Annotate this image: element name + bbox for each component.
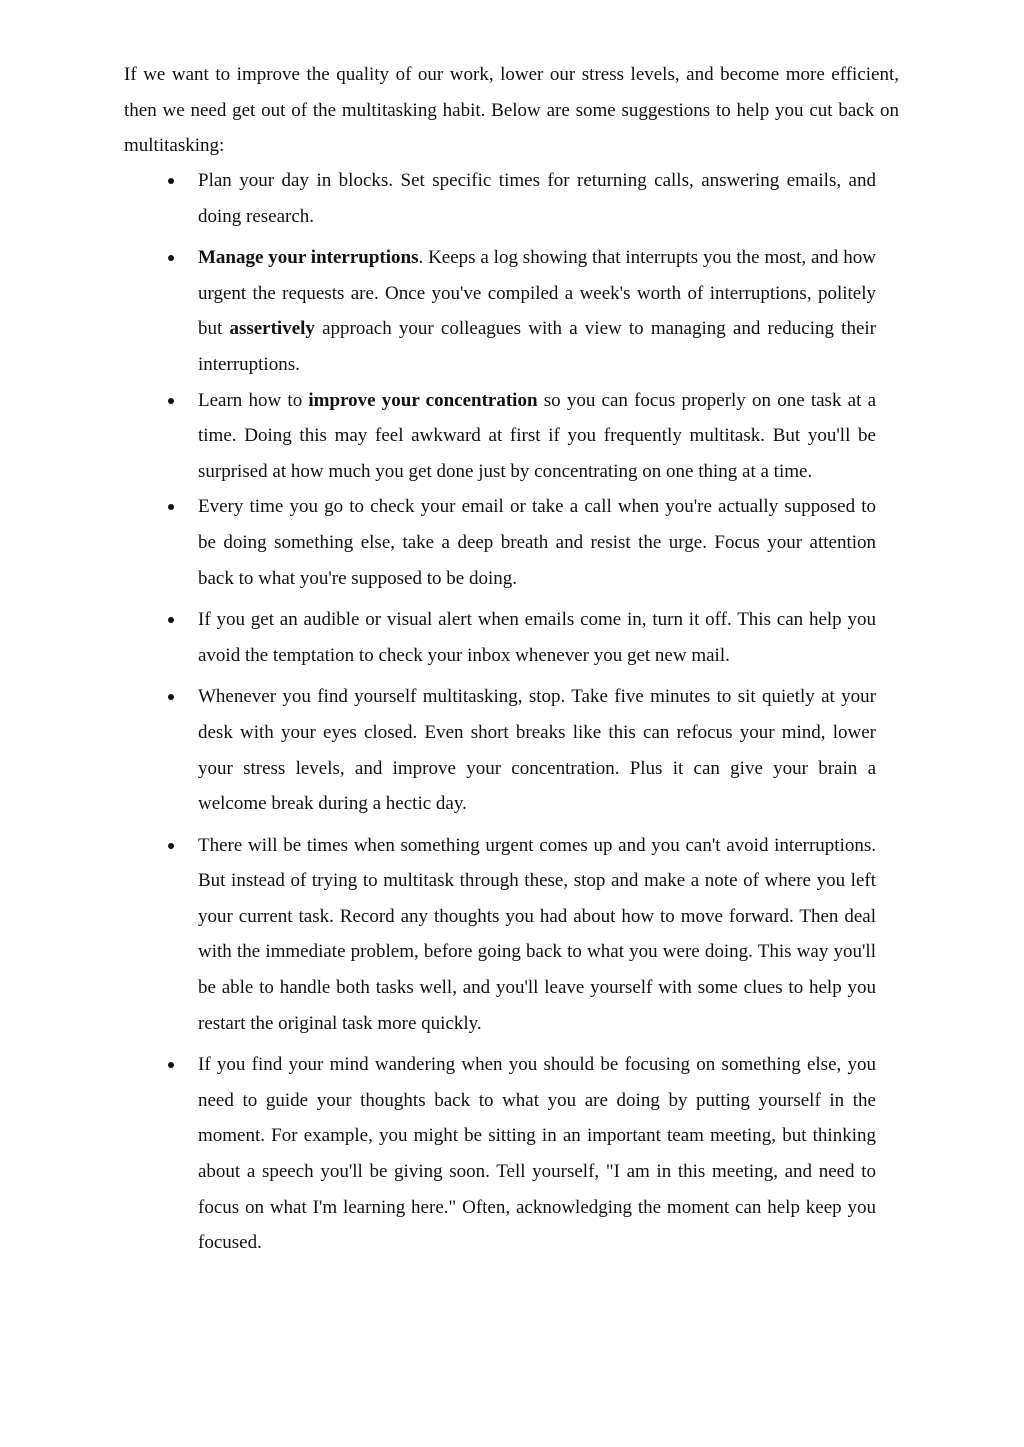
list-item [124, 240, 876, 382]
bullet-text: so you can focus properly on one task at a time. Doing this may feel awkward at first if you frequently multitask. But you'll be surprised at how much you get done just by concentrating on one thing at a time. [198, 389, 876, 482]
list-item [124, 163, 876, 234]
bullet-icon [168, 255, 174, 261]
bullet-text: . Keeps a log showing that interrupts you the most, and how urgent the requests are. Once you've compiled a week's worth of interruptions, politely but [198, 247, 877, 340]
bullet-text: There will be times when something urgent comes up and you can't avoid interruptions. But instead of trying to multitask through these, stop and make a note of where you left your current task. Record any thoughts you had about how to move forward. Then deal with the immediate problem, before going back to what you were doing. This way you'll be able to handle both tasks well, and you'll leave yourself with some clues to help you restart the original task more quickly. [198, 834, 876, 1034]
bullet-bold-lead: Manage your interruptions [198, 247, 419, 269]
bullet-text: If you get an audible or visual alert when emails come in, turn it off. This can help you avoid the temptation to check your inbox whenever you get new mail. [198, 609, 876, 666]
bullet-icon [168, 504, 174, 510]
list-item [124, 602, 876, 673]
bullet-text: Whenever you find yourself multitasking, stop. Take five minutes to sit quietly at your desk with your eyes closed. Even short breaks like this can refocus your mind, lower your stress levels, and improve your concentration. Plus it can give your brain a welcome break during a hectic day. [198, 686, 876, 815]
list-item [124, 489, 876, 596]
bullet-icon [168, 843, 174, 849]
bullet-text: Every time you go to check your email or take a call when you're actually supposed to be doing something else, take a deep breath and resist the urge. Focus your attention back to what you're supposed to be doing. [198, 496, 876, 589]
bullet-text: Learn how to [198, 389, 309, 411]
suggestion-list [124, 163, 876, 1261]
bullet-icon [168, 178, 174, 184]
list-item [124, 1047, 876, 1261]
list-item [124, 679, 876, 821]
intro-paragraph: If we want to improve the quality of our work, lower our stress levels, and become more efficient, then we need get out of the multitasking habit. Below are some suggestions to help you cut back on multitasking: [124, 64, 899, 157]
bullet-icon [168, 694, 174, 700]
bullet-icon [168, 617, 174, 623]
list-item [124, 828, 876, 1042]
bullet-icon [168, 1062, 174, 1068]
bullet-text: Plan your day in blocks. Set specific times for returning calls, answering emails, and doing research. [198, 170, 876, 227]
list-item [124, 383, 876, 490]
bullet-bold-term: improve your concentration [308, 389, 538, 411]
bullet-text: approach your colleagues with a view to managing and reducing their interruptions. [198, 318, 876, 375]
bullet-bold-term: assertively [229, 318, 315, 340]
bullet-icon [168, 398, 174, 404]
bullet-text: If you find your mind wandering when you should be focusing on something else, you need to guide your thoughts back to what you are doing by putting yourself in the moment. For example, you might be sitting in an important team meeting, but thinking about a speech you'll be giving soon. Tell yourself, "I am in this meeting, and need to focus on what I'm learning here." Often, acknowledging the moment can help keep you focused. [198, 1054, 876, 1254]
